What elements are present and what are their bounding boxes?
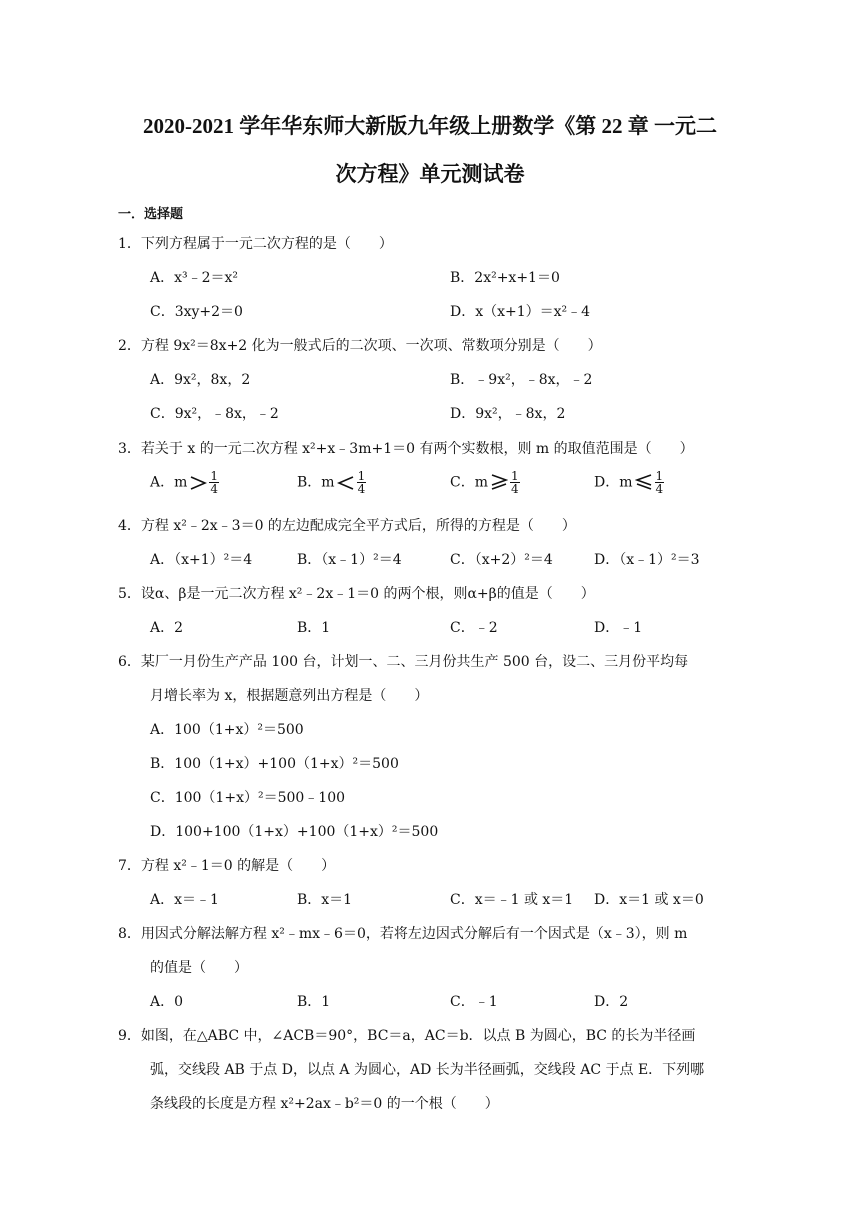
question-4-option-d: D．（x﹣1）²＝3 <box>594 552 700 568</box>
numerator: 1 <box>210 469 219 483</box>
page-title-line-1: 2020-2021 学年华东师大新版九年级上册数学《第 22 章 一元二 <box>143 114 717 138</box>
question-5-option-d: D．﹣1 <box>594 620 643 636</box>
question-9-stem-continued: 弧，交线段 AB 于点 D，以点 A 为圆心，AD 长为半径画弧，交线段 AC 于点 E．下列哪 <box>150 1062 705 1078</box>
question-1-option-d: D．x（x+1）＝x²﹣4 <box>450 304 591 320</box>
question-8-option-a: A．0 <box>150 994 184 1010</box>
question-3-option-c-fraction <box>510 470 520 495</box>
question-5-stem: 5．设α、β是一元二次方程 x²﹣2x﹣1＝0 的两个根，则α+β的值是（ ） <box>118 586 595 602</box>
question-4-stem: 4．方程 x²﹣2x﹣3＝0 的左边配成完全平方式后，所得的方程是（ ） <box>118 518 576 534</box>
question-6-option-d: D．100+100（1+x）+100（1+x）²＝500 <box>150 824 439 840</box>
question-3-option-b <box>297 470 366 495</box>
question-3-option-c-label: C．m <box>450 474 488 491</box>
question-3-option-d-fraction <box>655 470 665 495</box>
question-5-option-a: A．2 <box>150 620 184 636</box>
question-7-option-c: C．x＝﹣1 或 x＝1 <box>450 892 574 908</box>
greater-equal-icon <box>490 474 508 492</box>
question-1-option-a: A．x³﹣2＝x² <box>150 270 239 286</box>
question-7-option-b: B．x＝1 <box>297 892 353 908</box>
question-2-option-a: A．9x²，8x，2 <box>150 372 251 388</box>
question-3-option-b-fraction <box>357 470 367 495</box>
denominator: 4 <box>511 482 519 496</box>
question-6-stem-continued: 月增长率为 x，根据题意列出方程是（ ） <box>150 688 429 704</box>
section-heading: 一．选择题 <box>118 207 184 222</box>
question-8-stem-continued: 的值是（ ） <box>150 960 248 976</box>
question-2-option-c: C．9x²，﹣8x，﹣2 <box>150 406 279 422</box>
question-8-stem: 8．用因式分解法解方程 x²﹣mx﹣6＝0，若将左边因式分解后有一个因式是（x﹣3），则 m <box>118 926 688 942</box>
question-6-option-a: A．100（1+x）²＝500 <box>150 722 304 738</box>
question-1-option-b: B．2x²+x+1＝0 <box>450 270 560 286</box>
greater-than-icon <box>189 475 207 491</box>
question-3-option-d-label: D．m <box>594 474 633 491</box>
question-8-option-d: D．2 <box>594 994 629 1010</box>
numerator: 1 <box>511 469 519 483</box>
question-3-option-d <box>594 470 664 495</box>
question-5-option-c: C．﹣2 <box>450 620 498 636</box>
question-1-option-c: C．3xy+2＝0 <box>150 304 243 320</box>
denominator: 4 <box>357 482 366 496</box>
denominator: 4 <box>655 482 664 496</box>
question-6-option-c: C．100（1+x）²＝500﹣100 <box>150 790 346 806</box>
question-2-stem: 2．方程 9x²＝8x+2 化为一般式后的二次项、一次项、常数项分别是（ ） <box>118 338 602 354</box>
question-8-option-c: C．﹣1 <box>450 994 498 1010</box>
question-3-option-a-label: A．m <box>150 474 188 491</box>
question-7-stem: 7．方程 x²﹣1＝0 的解是（ ） <box>118 858 336 874</box>
question-7-option-d: D．x＝1 或 x＝0 <box>594 892 704 908</box>
numerator: 1 <box>357 469 366 483</box>
question-2-option-d: D．9x²，﹣8x，2 <box>450 406 566 422</box>
less-than-icon <box>337 475 355 491</box>
question-5-option-b: B．1 <box>297 620 331 636</box>
denominator: 4 <box>210 482 219 496</box>
question-3-option-a-fraction <box>209 470 219 495</box>
question-6-option-b: B．100（1+x）+100（1+x）²＝500 <box>150 756 399 772</box>
question-3-option-c <box>450 470 520 495</box>
question-3-option-a <box>150 470 219 495</box>
question-1-stem: 1．下列方程属于一元二次方程的是（ ） <box>118 236 393 252</box>
question-9-stem-continued-2: 条线段的长度是方程 x²+2ax﹣b²＝0 的一个根（ ） <box>150 1096 499 1112</box>
question-9-stem: 9．如图，在△ABC 中，∠ACB＝90°，BC＝a，AC＝b．以点 B 为圆心，BC 的长为半径画 <box>118 1028 696 1044</box>
numerator: 1 <box>655 469 664 483</box>
less-equal-icon <box>635 474 653 492</box>
question-4-option-a: A．（x+1）²＝4 <box>150 552 253 568</box>
page-title-line-2: 次方程》单元测试卷 <box>335 162 525 186</box>
question-7-option-a: A．x＝﹣1 <box>150 892 219 908</box>
question-4-option-c: C．（x+2）²＝4 <box>450 552 553 568</box>
question-3-option-b-label: B．m <box>297 474 335 491</box>
question-2-option-b: B．﹣9x²，﹣8x，﹣2 <box>450 372 593 388</box>
question-3-stem: 3．若关于 x 的一元二次方程 x²+x﹣3m+1＝0 有两个实数根，则 m 的取值范围是（ ） <box>118 441 694 457</box>
question-4-option-b: B．（x﹣1）²＝4 <box>297 552 402 568</box>
question-6-stem: 6．某厂一月份生产产品 100 台，计划一、二、三月份共生产 500 台，设二、三月份平均每 <box>118 654 689 670</box>
question-8-option-b: B．1 <box>297 994 331 1010</box>
